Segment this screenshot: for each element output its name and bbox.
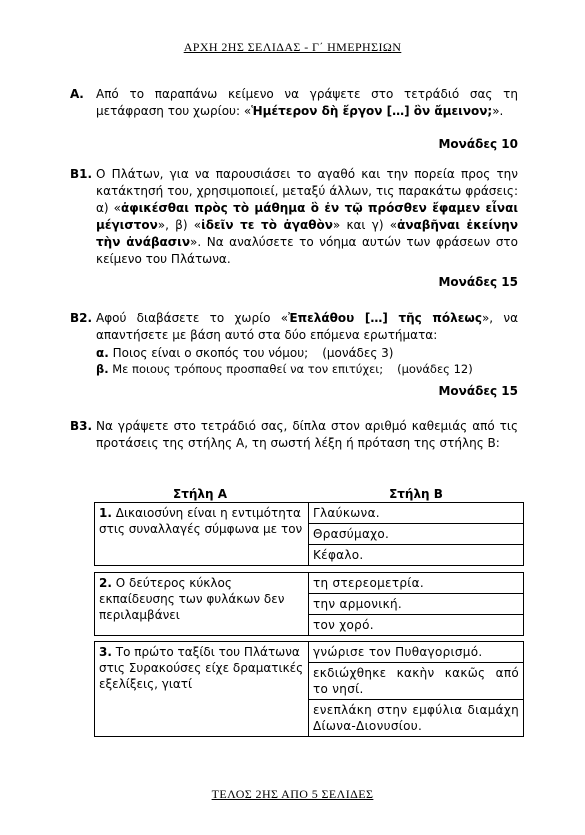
question-b3-label: Β3. [70,419,93,433]
question-b1-label: Β1. [70,167,93,181]
column-b-option: την αρμονική. [309,594,524,615]
column-b-option: εκδιώχθηκε κακὴν κακῶς από το νησί. [309,663,524,700]
question-b2-text: Αφού διαβάσετε το χωρίο «Ἐπελάθου […] τῆς πόλεως», να απαντήσετε με βάση αυτό στα δύο επόμενα ερωτήματα: [96,311,519,342]
question-b1-units: Μονάδες 15 [438,275,518,289]
column-b-option: ενεπλάκη στην εμφύλια διαμάχη Δίωνα-Διονυσίου. [309,700,524,737]
column-a-item: 2. Ο δεύτερος κύκλος εκπαίδευσης των φυλάκων δεν περιλαμβάνει [95,573,309,636]
matching-table-3 [94,641,524,737]
question-b2 [70,310,518,344]
column-b-option: Κέφαλο. [309,545,524,566]
matching-table-2 [94,572,524,636]
question-b2-units: Μονάδες 15 [438,384,518,398]
question-b3 [70,418,518,452]
question-a-units: Μονάδες 10 [438,137,518,151]
column-b-option: τον χορό. [309,615,524,636]
column-b-option: Θρασύμαχο. [309,524,524,545]
page-footer: ΤΕΛΟΣ 2ΗΣ ΑΠΟ 5 ΣΕΛΙΔΕΣ [211,787,374,801]
column-b-header: Στήλη Β [389,487,443,501]
question-b2-sub-b: β. Με ποιους τρόπους προσπαθεί να τον επιτύχει; (μονάδες 12) [96,362,473,376]
column-a-item: 3. Το πρώτο ταξίδι του Πλάτωνα στις Συρακούσες είχε δραματικές εξελίξεις, γιατί [95,642,309,737]
question-a [70,86,518,120]
question-b1-text: Ο Πλάτων, για να παρουσιάσει το αγαθό και την πορεία προς την κατάκτησή του, χρησιμοποιεί, μεταξύ άλλων, τις παρακάτω φράσεις: α) «ἀφικέσθαι πρὸς τὸ μάθημα ὃ ἐν τῷ πρόσθεν ἔφαμεν εἶναι μέγιστον», β) «ἰδεῖν τε τὸ ἀγαθὸν» και γ) «ἀναβῆναι ἐκείνην τὴν ἀνάβασιν». Να αναλύσετε το νόημα αυτών των φράσεων στο κείμενο του Πλάτωνα. [96,167,519,266]
question-b2-label: Β2. [70,311,93,325]
column-b-option: γνώρισε τον Πυθαγορισμό. [309,642,524,663]
question-b3-text: Να γράψετε στο τετράδιό σας, δίπλα στον αριθμό καθεμιάς από τις προτάσεις της στήλης Α, τη σωστή λέξη ή πρόταση της στήλης Β: [96,419,518,450]
question-a-label: Α. [70,87,84,101]
question-b2-sub-a: α. Ποιος είναι ο σκοπός του νόμου; (μονάδες 3) [96,346,394,360]
matching-table-1 [94,502,524,566]
column-b-option: τη στερεομετρία. [309,573,524,594]
question-b1 [70,166,518,268]
column-b-option: Γλαύκωνα. [309,503,524,524]
question-a-text: Από το παραπάνω κείμενο να γράψετε στο τετράδιό σας τη μετάφραση του χωρίου: «Ἡμέτερον δὴ ἔργον […] ὂν ἄμεινον;». [96,87,518,118]
page-header: ΑΡΧΗ 2ΗΣ ΣΕΛΙΔΑΣ - Γ΄ ΗΜΕΡΗΣΙΩΝ [183,40,402,54]
column-a-item: 1. Δικαιοσύνη είναι η εντιμότητα στις συναλλαγές σύμφωνα με τον [95,503,309,566]
column-a-header: Στήλη Α [173,487,227,501]
